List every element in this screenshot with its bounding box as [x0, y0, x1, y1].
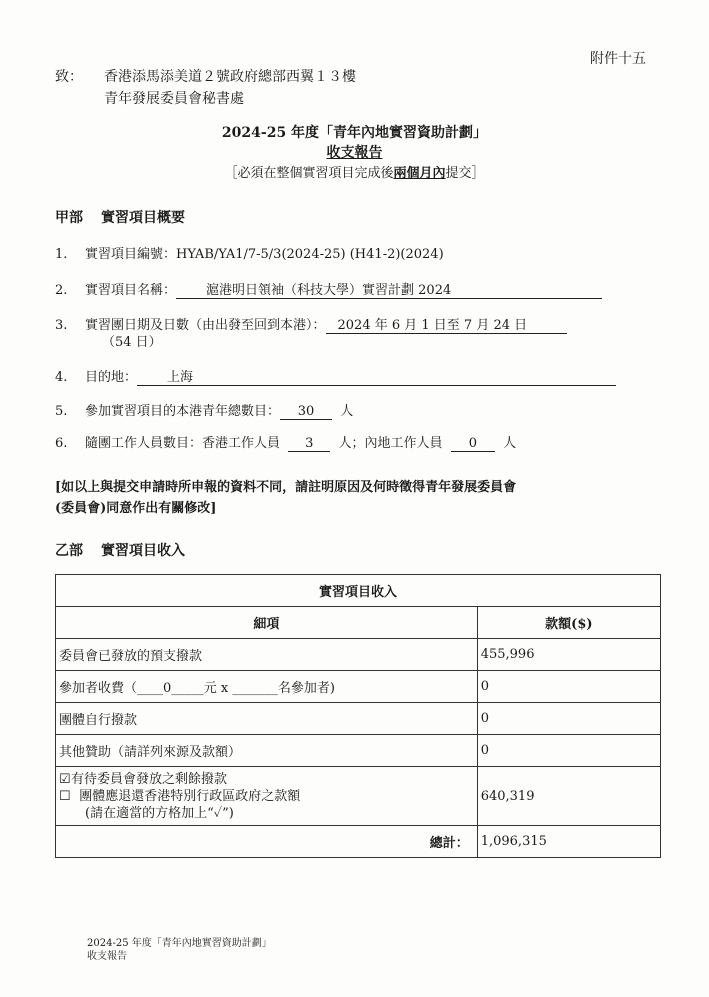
part-a-heading: 甲部 實習項目概要 [55, 210, 185, 226]
balance-row [56, 767, 661, 826]
item-3: 3. 實習團日期及日數（由出發至回到本港）： 2024 年 6 月 1 日至 7 月 24 日 [55, 314, 567, 334]
income-table [55, 574, 661, 858]
item-4: 4. 目的地： 上海 [55, 366, 616, 386]
total-row [56, 826, 661, 858]
unchecked-box-icon[interactable]: ☐ [59, 788, 71, 804]
balance-options: ☑有待委員會發放之剩餘撥款 ☐ 團體應退還香港特別行政區政府之款額 (請在適當的方格加上“✓”) [56, 767, 478, 826]
mainland-staff-count: 0 [451, 436, 495, 452]
row-amount: 0 [477, 735, 660, 767]
table-row [56, 671, 661, 703]
footer-line-2: 收支報告 [87, 951, 127, 962]
checked-box-icon[interactable]: ☑ [59, 771, 71, 787]
address-line-1: 香港添馬添美道２號政府總部西翼１３樓 [104, 69, 356, 85]
note-line-2: (委員會)同意作出有關修改] [55, 501, 217, 516]
table-row [56, 703, 661, 735]
address-line-2: 青年發展委員會秘書處 [104, 91, 244, 107]
report-subtitle: 收支報告 [326, 145, 383, 161]
row-item: 其他贊助（請詳列來源及款額） [56, 735, 478, 767]
col-amount-header: 款額($) [477, 607, 660, 639]
row-amount: 0 [477, 671, 660, 703]
project-number: HYAB/YA1/7-5/3(2024-25) (H41-2)(2024) [176, 247, 444, 262]
table-title-row [56, 575, 661, 607]
table-row [56, 735, 661, 767]
table-title: 實習項目收入 [56, 575, 661, 607]
item-6: 6. 隨團工作人員數目：香港工作人員 3 人；內地工作人員 0 人 [55, 436, 517, 451]
submission-instruction: ［必須在整個實習項目完成後兩個月內提交］ [224, 166, 485, 181]
project-dates: 2024 年 6 月 1 日至 7 月 24 日 [326, 314, 567, 334]
destination: 上海 [137, 366, 616, 386]
table-header-row [56, 607, 661, 639]
row-item: 團體自行撥款 [56, 703, 478, 735]
item-1: 1. 實習項目編號：HYAB/YA1/7-5/3(2024-25) (H41-2)(2024) [55, 247, 444, 262]
col-item-header: 細項 [56, 607, 478, 639]
item-2: 2. 實習項目名稱： 滬港明日領袖（科技大學）實習計劃 2024 [55, 279, 602, 299]
table-row [56, 639, 661, 671]
total-amount: 1,096,315 [477, 826, 660, 858]
balance-amount: 640,319 [477, 767, 660, 826]
row-amount: 0 [477, 703, 660, 735]
item-5: 5. 參加實習項目的本港青年總數目： 30 人 [55, 404, 354, 419]
part-b-heading: 乙部 實習項目收入 [55, 543, 185, 559]
youth-count: 30 [280, 404, 332, 420]
project-name: 滬港明日領袖（科技大學）實習計劃 2024 [176, 279, 602, 299]
row-amount: 455,996 [477, 639, 660, 671]
footer-line-1: 2024-25 年度「青年內地實習資助計劃」 [87, 938, 272, 949]
hk-staff-count: 3 [288, 436, 330, 452]
total-label: 總計： [56, 826, 478, 858]
row-item: 委員會已發放的預支撥款 [56, 639, 478, 671]
project-days: （54 日） [102, 335, 162, 350]
report-title: 2024-25 年度「青年內地實習資助計劃」 [221, 125, 488, 141]
note-line-1: [如以上與提交申請時所申報的資料不同，請註明原因及何時徵得青年發展委員會 [55, 480, 517, 495]
annex-label: 附件十五 [590, 51, 646, 67]
row-item: 參加者收費（____0_____元 x _______名參加者) [56, 671, 478, 703]
to-label: 致： [55, 69, 83, 85]
